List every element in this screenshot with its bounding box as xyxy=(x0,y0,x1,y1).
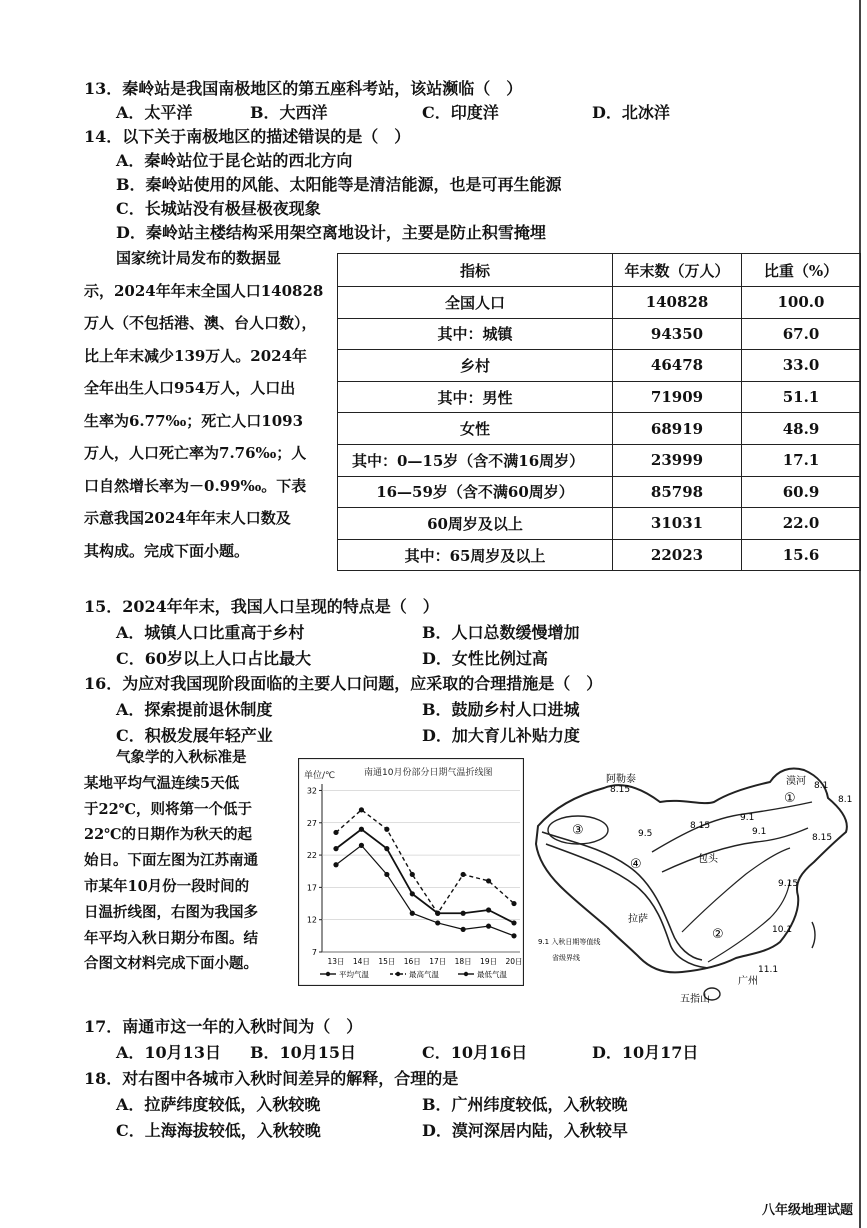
data-point xyxy=(359,827,364,832)
table-header: 指标 xyxy=(338,254,613,287)
question-13-stem: 13．秦岭站是我国南极地区的第五座科考站，该站濒临（ ） xyxy=(84,79,523,98)
table-cell: 60周岁及以上 xyxy=(338,508,613,540)
map-date-label: 8.15 xyxy=(690,821,711,831)
pop-line-10: 其构成。完成下面小题。 xyxy=(84,541,250,560)
map-date-label: 8.15 xyxy=(812,833,833,843)
data-point xyxy=(486,907,491,912)
data-point xyxy=(359,843,364,848)
q16-option-b[interactable]: B．鼓励乡村人口进城 xyxy=(422,700,580,719)
data-point xyxy=(461,872,466,877)
x-tick-label: 20日 xyxy=(505,957,523,966)
x-tick-label: 19日 xyxy=(480,957,498,966)
pop-line-2: 示，2024年年末全国人口140828 xyxy=(84,281,324,300)
map-date-label: 8.1 xyxy=(838,795,853,805)
table-cell: 17.1 xyxy=(742,444,861,476)
x-tick-label: 13日 xyxy=(327,957,345,966)
q15-option-c[interactable]: C．60岁以上人口占比最大 xyxy=(116,649,312,668)
table-cell: 48.9 xyxy=(742,413,861,445)
autumn-paragraph xyxy=(84,745,296,977)
table-cell: 140828 xyxy=(613,287,742,319)
map-date-label: 11.1 xyxy=(758,965,779,975)
table-cell: 其中：男性 xyxy=(338,381,613,413)
table-row xyxy=(338,318,861,350)
q18-option-c[interactable]: C．上海海拔较低，入秋较晚 xyxy=(116,1121,321,1140)
y-tick-label: 12 xyxy=(306,915,317,925)
data-point xyxy=(461,927,466,932)
pop-line-3: 万人（不包括港、澳、台人口数）， xyxy=(84,314,317,332)
map-label-baotou: 包头 xyxy=(698,854,718,865)
table-row xyxy=(338,508,861,540)
q14-option-c[interactable]: C．长城站没有极昼极夜现象 xyxy=(116,199,321,218)
table-row xyxy=(338,476,861,508)
data-point xyxy=(333,862,338,867)
table-cell: 23999 xyxy=(613,444,742,476)
legend-label: 最低气温 xyxy=(477,970,507,979)
footer-label: 八年级地理试题 xyxy=(761,1203,853,1218)
y-tick-label: 7 xyxy=(311,948,317,957)
q16-option-d[interactable]: D．加大育儿补贴力度 xyxy=(422,726,580,745)
pop-line-6: 生率为6.77‰；死亡人口1093 xyxy=(84,411,304,430)
table-cell: 60.9 xyxy=(742,476,861,508)
table-cell: 女性 xyxy=(338,413,613,445)
q13-option-a[interactable]: A．太平洋 xyxy=(116,103,193,122)
data-point xyxy=(384,827,389,832)
question-15-stem: 15．2024年年末，我国人口呈现的特点是（ ） xyxy=(84,597,439,616)
legend-label: 最高气温 xyxy=(409,970,439,979)
q13-option-d[interactable]: D．北冰洋 xyxy=(592,103,670,122)
legend-label: 平均气温 xyxy=(339,970,369,979)
table-row xyxy=(338,444,861,476)
y-tick-label: 22 xyxy=(306,851,317,861)
table-row xyxy=(338,350,861,382)
q13-option-c[interactable]: C．印度洋 xyxy=(422,103,499,122)
population-table xyxy=(337,253,861,571)
question-16-stem: 16．为应对我国现阶段面临的主要人口问题，应采取的合理措施是（ ） xyxy=(84,674,603,693)
y-tick-label: 32 xyxy=(306,786,317,796)
autumn-line-5: 始日。下面左图为江苏南通 xyxy=(84,852,258,870)
table-cell: 全国人口 xyxy=(338,287,613,319)
map-label-aletai: 阿勒泰 xyxy=(606,774,636,785)
table-cell: 其中：城镇 xyxy=(338,318,613,350)
x-tick-label: 15日 xyxy=(378,957,396,966)
pop-line-1: 国家统计局发布的数据显 xyxy=(116,249,282,267)
autumn-line-8: 年平均入秋日期分布图。结 xyxy=(84,929,258,947)
table-cell: 71909 xyxy=(613,381,742,413)
data-point xyxy=(511,933,516,938)
table-cell: 51.1 xyxy=(742,381,861,413)
table-row xyxy=(338,287,861,319)
q17-option-d[interactable]: D．10月17日 xyxy=(592,1043,699,1062)
autumn-line-7: 日温折线图，右图为我国多 xyxy=(84,903,258,921)
table-cell: 100.0 xyxy=(742,287,861,319)
map-mark-1: ① xyxy=(784,791,796,806)
x-tick-label: 17日 xyxy=(429,957,447,966)
q18-option-d[interactable]: D．漠河深居内陆，入秋较早 xyxy=(422,1121,628,1140)
table-cell: 22023 xyxy=(613,539,742,571)
isoline-c xyxy=(652,802,812,852)
table-row xyxy=(338,539,861,571)
q15-option-b[interactable]: B．人口总数缓慢增加 xyxy=(422,623,580,642)
page-edge-line xyxy=(859,0,861,1228)
isoline-f xyxy=(708,880,793,962)
map-mark-4: ④ xyxy=(630,857,642,872)
table-cell: 31031 xyxy=(613,508,742,540)
chart-ylabel: 单位/℃ xyxy=(304,771,336,781)
population-paragraph xyxy=(84,242,334,567)
q18-option-a[interactable]: A．拉萨纬度较低，入秋较晚 xyxy=(116,1095,321,1114)
q14-option-b[interactable]: B．秦岭站使用的风能、太阳能等是清洁能源，也是可再生能源 xyxy=(116,175,562,194)
table-cell: 22.0 xyxy=(742,508,861,540)
map-legend-isoline: 9.1 入秋日期等值线 xyxy=(538,938,601,946)
pop-line-7: 万人，人口死亡率为7.76‰；人 xyxy=(84,444,307,462)
pop-line-9: 示意我国2024年年末人口数及 xyxy=(84,509,291,527)
data-point xyxy=(359,807,364,812)
map-date-label: 8.1 xyxy=(814,781,829,791)
map-mark-3: ③ xyxy=(572,823,584,838)
table-header: 年末数（万人） xyxy=(613,254,742,287)
question-14-stem: 14．以下关于南极地区的描述错误的是（ ） xyxy=(84,127,411,146)
data-point xyxy=(461,911,466,916)
data-point xyxy=(333,830,338,835)
question-18-stem: 18．对右图中各城市入秋时间差异的解释，合理的是 xyxy=(84,1069,459,1088)
data-point xyxy=(410,911,415,916)
x-tick-label: 18日 xyxy=(454,957,472,966)
table-header: 比重（%） xyxy=(742,254,861,287)
q17-option-c[interactable]: C．10月16日 xyxy=(422,1043,528,1062)
pop-line-8: 口自然增长率为－0.99‰。下表 xyxy=(84,476,307,495)
table-cell: 16—59岁（含不满60周岁） xyxy=(338,476,613,508)
q13-option-b[interactable]: B．大西洋 xyxy=(250,103,328,122)
data-point xyxy=(333,846,338,851)
x-tick-label: 16日 xyxy=(403,957,421,966)
table-cell: 68919 xyxy=(613,413,742,445)
q18-option-b[interactable]: B．广州纬度较低，入秋较晚 xyxy=(422,1095,628,1114)
map-date-label: 8.15 xyxy=(610,785,631,795)
q17-option-b[interactable]: B．10月15日 xyxy=(250,1043,357,1062)
y-tick-label: 17 xyxy=(306,883,317,893)
table-cell: 46478 xyxy=(613,350,742,382)
map-label-wuzhishan: 五指山 xyxy=(680,994,710,1005)
map-date-label: 10.1 xyxy=(772,925,793,935)
map-legend-border: 省级界线 xyxy=(552,954,580,962)
table-cell: 其中：65周岁及以上 xyxy=(338,539,613,571)
autumn-date-map xyxy=(532,762,858,1010)
map-label-mohe: 漠河 xyxy=(786,776,806,787)
autumn-line-4: 22℃的日期作为秋天的起 xyxy=(84,826,253,844)
data-point xyxy=(410,891,415,896)
map-date-label: 9.1 xyxy=(752,827,767,837)
legend-marker xyxy=(326,972,330,976)
chart-title: 南通10月份部分日期气温折线图 xyxy=(364,768,493,778)
map-label-lasa: 拉萨 xyxy=(628,914,648,925)
data-point xyxy=(384,872,389,877)
data-point xyxy=(511,920,516,925)
table-header-row xyxy=(338,254,861,287)
autumn-line-9: 合图文材料完成下面小题。 xyxy=(84,955,258,973)
data-point xyxy=(410,872,415,877)
question-17-stem: 17．南通市这一年的入秋时间为（ ） xyxy=(84,1017,363,1036)
map-date-label: 9.5 xyxy=(638,829,653,839)
x-tick-label: 14日 xyxy=(352,957,370,966)
legend-marker xyxy=(396,972,400,976)
pop-line-5: 全年出生人口954万人，人口出 xyxy=(84,379,296,397)
table-cell: 94350 xyxy=(613,318,742,350)
data-point xyxy=(511,901,516,906)
q14-option-a[interactable]: A．秦岭站位于昆仑站的西北方向 xyxy=(116,151,353,170)
table-row xyxy=(338,381,861,413)
table-cell: 15.6 xyxy=(742,539,861,571)
table-cell: 67.0 xyxy=(742,318,861,350)
table-cell: 其中：0—15岁（含不满16周岁） xyxy=(338,444,613,476)
autumn-line-2: 某地平均气温连续5天低 xyxy=(84,774,240,792)
data-point xyxy=(435,920,440,925)
q14-option-d[interactable]: D．秦岭站主楼结构采用架空离地设计，主要是防止积雪掩埋 xyxy=(116,223,546,242)
table-cell: 85798 xyxy=(613,476,742,508)
autumn-line-1: 气象学的入秋标准是 xyxy=(116,749,247,766)
legend-marker xyxy=(464,972,468,976)
autumn-line-3: 于22℃，则将第一个低于 xyxy=(84,800,253,818)
table-cell: 33.0 xyxy=(742,350,861,382)
q15-option-d[interactable]: D．女性比例过高 xyxy=(422,649,548,668)
q15-option-a[interactable]: A．城镇人口比重高于乡村 xyxy=(116,623,305,642)
map-date-label: 9.15 xyxy=(778,879,799,889)
temperature-line-chart xyxy=(298,758,524,986)
q16-option-a[interactable]: A．探索提前退休制度 xyxy=(116,700,273,719)
data-point xyxy=(435,911,440,916)
autumn-line-6: 市某年10月份一段时间的 xyxy=(84,877,250,895)
map-date-label: 9.1 xyxy=(740,813,755,823)
data-point xyxy=(384,846,389,851)
q17-option-a[interactable]: A．10月13日 xyxy=(116,1043,221,1062)
data-point xyxy=(486,878,491,883)
map-label-guangzhou: 广州 xyxy=(738,976,758,987)
y-tick-label: 27 xyxy=(306,818,317,828)
data-point xyxy=(486,924,491,929)
table-row xyxy=(338,413,861,445)
q16-option-c[interactable]: C．积极发展年轻产业 xyxy=(116,726,273,745)
taiwan-outline xyxy=(812,922,815,948)
table-cell: 乡村 xyxy=(338,350,613,382)
pop-line-4: 比上年末减少139万人。2024年 xyxy=(84,346,308,365)
map-mark-2: ② xyxy=(712,927,724,942)
